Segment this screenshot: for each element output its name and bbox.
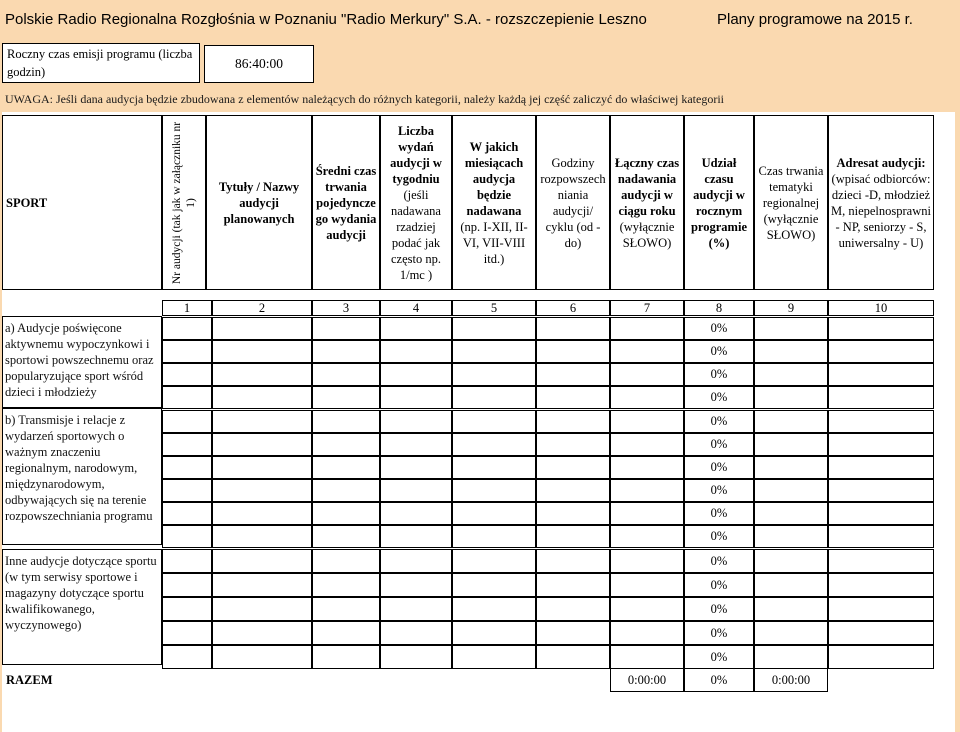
cell-audience[interactable] bbox=[828, 479, 934, 502]
column-number: 7 bbox=[610, 300, 684, 316]
cell-title[interactable] bbox=[212, 645, 312, 669]
column-number: 6 bbox=[536, 300, 610, 316]
cell-weekly-count[interactable] bbox=[380, 340, 452, 363]
cell-weekly-count[interactable] bbox=[380, 456, 452, 479]
cell-months[interactable] bbox=[452, 410, 536, 433]
cell-hours[interactable] bbox=[536, 363, 610, 386]
cell-share[interactable]: 0% bbox=[684, 386, 754, 409]
cell-share[interactable]: 0% bbox=[684, 363, 754, 386]
cell-total-time[interactable] bbox=[610, 525, 684, 548]
cell-total-time[interactable] bbox=[610, 645, 684, 669]
cell-nr[interactable] bbox=[162, 502, 212, 525]
cell-weekly-count[interactable] bbox=[380, 410, 452, 433]
cell-audience[interactable] bbox=[828, 317, 934, 340]
cell-title[interactable] bbox=[212, 573, 312, 597]
header-total-time-text: Łączny czas nadawania audycji w ciągu roku bbox=[614, 155, 680, 218]
header-hours bbox=[536, 115, 610, 290]
cell-weekly-count[interactable] bbox=[380, 597, 452, 621]
cell-audience[interactable] bbox=[828, 549, 934, 573]
cell-total-time[interactable] bbox=[610, 621, 684, 645]
cell-months[interactable] bbox=[452, 573, 536, 597]
cell-avg-time[interactable] bbox=[312, 573, 380, 597]
cell-weekly-count[interactable] bbox=[380, 621, 452, 645]
cell-nr[interactable] bbox=[162, 573, 212, 597]
cell-audience[interactable] bbox=[828, 363, 934, 386]
cell-hours[interactable] bbox=[536, 597, 610, 621]
cell-avg-time[interactable] bbox=[312, 456, 380, 479]
cell-total-time[interactable] bbox=[610, 340, 684, 363]
cell-avg-time[interactable] bbox=[312, 525, 380, 548]
cell-avg-time[interactable] bbox=[312, 502, 380, 525]
cell-title[interactable] bbox=[212, 317, 312, 340]
cell-hours[interactable] bbox=[536, 645, 610, 669]
header-share-text: Udział czasu audycji w rocznym programie bbox=[690, 155, 747, 234]
totals-regional: 0:00:00 bbox=[754, 668, 828, 692]
cell-share[interactable]: 0% bbox=[684, 502, 754, 525]
category-sport: SPORT bbox=[2, 115, 162, 290]
cell-audience[interactable] bbox=[828, 502, 934, 525]
cell-hours[interactable] bbox=[536, 410, 610, 433]
cell-hours[interactable] bbox=[536, 456, 610, 479]
cell-title[interactable] bbox=[212, 340, 312, 363]
cell-nr[interactable] bbox=[162, 317, 212, 340]
cell-title[interactable] bbox=[212, 597, 312, 621]
cell-title[interactable] bbox=[212, 386, 312, 409]
cell-months[interactable] bbox=[452, 549, 536, 573]
cell-total-time[interactable] bbox=[610, 317, 684, 340]
cell-months[interactable] bbox=[452, 340, 536, 363]
totals-total-time: 0:00:00 bbox=[610, 668, 684, 692]
cell-nr[interactable] bbox=[162, 525, 212, 548]
cell-regional[interactable] bbox=[754, 502, 828, 525]
cell-regional[interactable] bbox=[754, 386, 828, 409]
cell-avg-time[interactable] bbox=[312, 645, 380, 669]
cell-hours[interactable] bbox=[536, 340, 610, 363]
header-months-text: W jakich miesiącach audycja będzie nadawana bbox=[464, 139, 524, 218]
cell-hours[interactable] bbox=[536, 317, 610, 340]
column-number: 10 bbox=[828, 300, 934, 316]
cell-hours[interactable] bbox=[536, 386, 610, 409]
cell-hours[interactable] bbox=[536, 549, 610, 573]
cell-share[interactable]: 0% bbox=[684, 621, 754, 645]
cell-avg-time[interactable] bbox=[312, 479, 380, 502]
cell-regional[interactable] bbox=[754, 433, 828, 456]
cell-regional[interactable] bbox=[754, 410, 828, 433]
cell-title[interactable] bbox=[212, 433, 312, 456]
section-a-label: a) Audycje poświęcone aktywnemu wypoczynkowi i sportowi powszechnemu oraz popularyzujące sport wśród dzieci i młodzieży bbox=[2, 316, 162, 408]
header-nr-text: Nr audycji (tak jak w załączniku nr 1) bbox=[171, 121, 197, 284]
column-number: 5 bbox=[452, 300, 536, 316]
cell-audience[interactable] bbox=[828, 340, 934, 363]
cell-audience[interactable] bbox=[828, 621, 934, 645]
cell-months[interactable] bbox=[452, 386, 536, 409]
header-nr bbox=[162, 115, 206, 290]
cell-avg-time[interactable] bbox=[312, 340, 380, 363]
cell-nr[interactable] bbox=[162, 549, 212, 573]
cell-share[interactable]: 0% bbox=[684, 317, 754, 340]
cell-share[interactable]: 0% bbox=[684, 645, 754, 669]
cell-share[interactable]: 0% bbox=[684, 410, 754, 433]
cell-weekly-count[interactable] bbox=[380, 479, 452, 502]
header-hours-text: Godziny rozpowszech niania audycji/ cyklu (od - do) bbox=[540, 155, 606, 250]
header-months bbox=[452, 115, 536, 290]
column-number: 4 bbox=[380, 300, 452, 316]
cell-hours[interactable] bbox=[536, 479, 610, 502]
cell-regional[interactable] bbox=[754, 456, 828, 479]
cell-nr[interactable] bbox=[162, 621, 212, 645]
cell-title[interactable] bbox=[212, 410, 312, 433]
header-audience bbox=[828, 115, 934, 290]
cell-hours[interactable] bbox=[536, 573, 610, 597]
cell-title[interactable] bbox=[212, 549, 312, 573]
column-number: 2 bbox=[212, 300, 312, 316]
cell-audience[interactable] bbox=[828, 597, 934, 621]
cell-audience[interactable] bbox=[828, 433, 934, 456]
cell-hours[interactable] bbox=[536, 433, 610, 456]
cell-total-time[interactable] bbox=[610, 549, 684, 573]
cell-total-time[interactable] bbox=[610, 502, 684, 525]
cell-title[interactable] bbox=[212, 456, 312, 479]
cell-weekly-count[interactable] bbox=[380, 386, 452, 409]
cell-audience[interactable] bbox=[828, 645, 934, 669]
totals-share: 0% bbox=[684, 668, 754, 692]
column-number: 9 bbox=[754, 300, 828, 316]
cell-share[interactable]: 0% bbox=[684, 479, 754, 502]
cell-title[interactable] bbox=[212, 621, 312, 645]
cell-title[interactable] bbox=[212, 363, 312, 386]
cell-nr[interactable] bbox=[162, 386, 212, 409]
cell-total-time[interactable] bbox=[610, 479, 684, 502]
cell-months[interactable] bbox=[452, 456, 536, 479]
column-number: 8 bbox=[684, 300, 754, 316]
cell-audience[interactable] bbox=[828, 386, 934, 409]
warning-note: UWAGA: Jeśli dana audycja będzie zbudowana z elementów należących do różnych kategorii, należy każdą jej część zaliczyć do właściwej kategorii bbox=[5, 92, 725, 106]
header-audience-note: (wpisać odbiorców: dzieci -D, młodzież M, niepelnosprawni - NP, seniorzy - S, uniwersalny - U) bbox=[831, 171, 931, 250]
cell-avg-time[interactable] bbox=[312, 621, 380, 645]
cell-weekly-count[interactable] bbox=[380, 502, 452, 525]
cell-hours[interactable] bbox=[536, 502, 610, 525]
annual-emission-value[interactable]: 86:40:00 bbox=[204, 45, 314, 83]
cell-total-time[interactable] bbox=[610, 456, 684, 479]
cell-total-time[interactable] bbox=[610, 597, 684, 621]
cell-hours[interactable] bbox=[536, 525, 610, 548]
cell-nr[interactable] bbox=[162, 456, 212, 479]
cell-weekly-count[interactable] bbox=[380, 645, 452, 669]
column-number: 3 bbox=[312, 300, 380, 316]
cell-months[interactable] bbox=[452, 363, 536, 386]
cell-share[interactable]: 0% bbox=[684, 433, 754, 456]
cell-share[interactable]: 0% bbox=[684, 549, 754, 573]
header-share-note: (%) bbox=[708, 235, 730, 250]
header-avg-time-text: Średni czas trwania pojedyncze go wydania audycji bbox=[315, 163, 377, 242]
cell-nr[interactable] bbox=[162, 410, 212, 433]
cell-nr[interactable] bbox=[162, 645, 212, 669]
section-c-label: Inne audycje dotyczące sportu (w tym serwisy sportowe i magazyny dotyczące sportu kwalifikowanego, wyczynowego) bbox=[2, 549, 162, 665]
cell-weekly-count[interactable] bbox=[380, 433, 452, 456]
header-share bbox=[684, 115, 754, 290]
annual-emission-label: Roczny czas emisji programu (liczba godzin) bbox=[2, 43, 200, 83]
header-audience-text: Adresat audycji: bbox=[836, 155, 926, 170]
cell-regional[interactable] bbox=[754, 573, 828, 597]
header-weekly-count-text: Liczba wydań audycji w tygodniu bbox=[390, 123, 442, 186]
cell-total-time[interactable] bbox=[610, 573, 684, 597]
cell-share[interactable]: 0% bbox=[684, 573, 754, 597]
cell-weekly-count[interactable] bbox=[380, 525, 452, 548]
cell-avg-time[interactable] bbox=[312, 549, 380, 573]
header-weekly-count-note: (jeśli nadawana rzadziej podać jak często np. 1/mc ) bbox=[391, 187, 441, 282]
cell-months[interactable] bbox=[452, 502, 536, 525]
cell-regional[interactable] bbox=[754, 317, 828, 340]
cell-share[interactable]: 0% bbox=[684, 597, 754, 621]
cell-regional[interactable] bbox=[754, 597, 828, 621]
cell-nr[interactable] bbox=[162, 340, 212, 363]
header-total-time-note: (wyłącznie SŁOWO) bbox=[619, 219, 675, 250]
header-titles bbox=[206, 115, 312, 290]
cell-months[interactable] bbox=[452, 525, 536, 548]
cell-nr[interactable] bbox=[162, 479, 212, 502]
document-title: Polskie Radio Regionalna Rozgłośnia w Poznaniu "Radio Merkury" S.A. - rozszczepienie Leszno bbox=[5, 11, 647, 28]
cell-weekly-count[interactable] bbox=[380, 573, 452, 597]
header-months-note: (np. I-XII, II-VI, VII-VIII itd.) bbox=[460, 219, 528, 266]
cell-regional[interactable] bbox=[754, 363, 828, 386]
cell-hours[interactable] bbox=[536, 621, 610, 645]
cell-avg-time[interactable] bbox=[312, 597, 380, 621]
column-number: 1 bbox=[162, 300, 212, 316]
cell-total-time[interactable] bbox=[610, 433, 684, 456]
cell-audience[interactable] bbox=[828, 525, 934, 548]
cell-nr[interactable] bbox=[162, 433, 212, 456]
cell-title[interactable] bbox=[212, 502, 312, 525]
cell-nr[interactable] bbox=[162, 363, 212, 386]
cell-regional[interactable] bbox=[754, 621, 828, 645]
cell-nr[interactable] bbox=[162, 597, 212, 621]
cell-weekly-count[interactable] bbox=[380, 363, 452, 386]
cell-audience[interactable] bbox=[828, 573, 934, 597]
header-total-time bbox=[610, 115, 684, 290]
cell-months[interactable] bbox=[452, 597, 536, 621]
cell-avg-time[interactable] bbox=[312, 386, 380, 409]
cell-avg-time[interactable] bbox=[312, 433, 380, 456]
cell-regional[interactable] bbox=[754, 525, 828, 548]
header-regional bbox=[754, 115, 828, 290]
cell-avg-time[interactable] bbox=[312, 317, 380, 340]
cell-months[interactable] bbox=[452, 433, 536, 456]
cell-months[interactable] bbox=[452, 621, 536, 645]
cell-avg-time[interactable] bbox=[312, 363, 380, 386]
cell-regional[interactable] bbox=[754, 549, 828, 573]
cell-share[interactable]: 0% bbox=[684, 525, 754, 548]
cell-weekly-count[interactable] bbox=[380, 549, 452, 573]
cell-regional[interactable] bbox=[754, 340, 828, 363]
cell-title[interactable] bbox=[212, 525, 312, 548]
header-titles-text: Tytuły / Nazwy audycji planowanych bbox=[218, 179, 300, 226]
cell-avg-time[interactable] bbox=[312, 410, 380, 433]
cell-months[interactable] bbox=[452, 317, 536, 340]
cell-share[interactable]: 0% bbox=[684, 340, 754, 363]
cell-share[interactable]: 0% bbox=[684, 456, 754, 479]
cell-total-time[interactable] bbox=[610, 410, 684, 433]
cell-title[interactable] bbox=[212, 479, 312, 502]
cell-months[interactable] bbox=[452, 479, 536, 502]
totals-label: RAZEM bbox=[6, 672, 53, 687]
section-b-label: b) Transmisje i relacje z wydarzeń sportowych o ważnym znaczeniu regionalnym, narodowym, międzynarodowym, odbywających się na terenie rozpowszechniania programu bbox=[2, 408, 162, 545]
cell-total-time[interactable] bbox=[610, 363, 684, 386]
cell-months[interactable] bbox=[452, 645, 536, 669]
header-avg-time bbox=[312, 115, 380, 290]
cell-regional[interactable] bbox=[754, 479, 828, 502]
cell-regional[interactable] bbox=[754, 645, 828, 669]
header-regional-text: Czas trwania tematyki regionalnej (wyłącznie SŁOWO) bbox=[758, 163, 824, 242]
cell-audience[interactable] bbox=[828, 410, 934, 433]
header-weekly-count bbox=[380, 115, 452, 290]
cell-audience[interactable] bbox=[828, 456, 934, 479]
plans-title: Plany programowe na 2015 r. bbox=[717, 11, 913, 28]
cell-total-time[interactable] bbox=[610, 386, 684, 409]
cell-weekly-count[interactable] bbox=[380, 317, 452, 340]
